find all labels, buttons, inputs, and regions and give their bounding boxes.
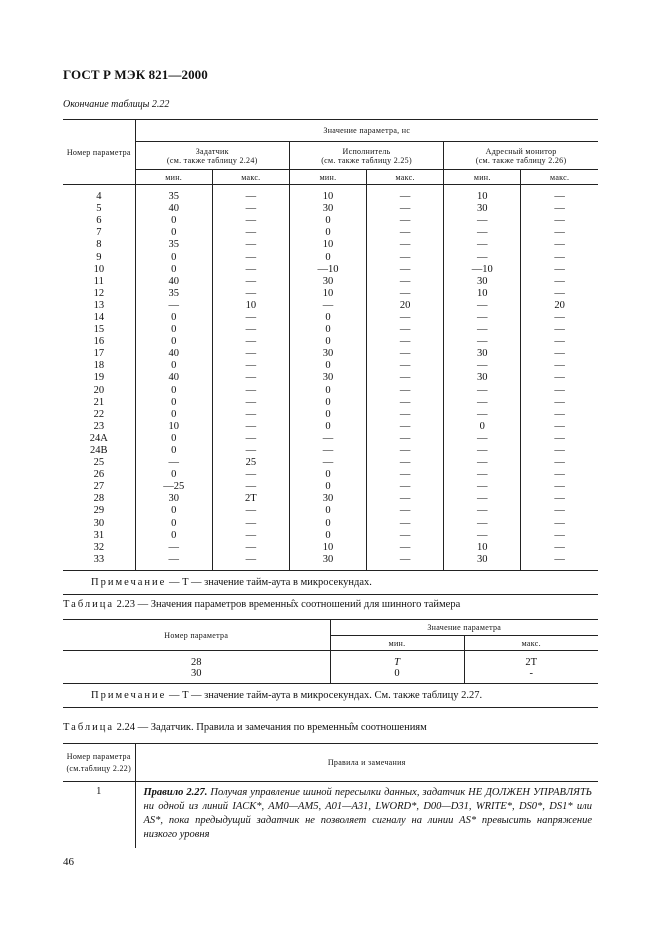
table-cell: 32 (63, 542, 135, 554)
table-cell: 10 (444, 185, 521, 204)
table-cell: 11 (63, 276, 135, 288)
column-header-rules: Правила и замечания (135, 744, 598, 782)
table-cell: 10 (289, 288, 366, 300)
table-cell: — (367, 203, 444, 215)
table-cell: — (367, 518, 444, 530)
table-cell: 0 (289, 505, 366, 517)
table-cell: 10 (135, 421, 212, 433)
table-cell: 0 (289, 530, 366, 542)
table-cell: 20 (367, 300, 444, 312)
table-cell: 15 (63, 324, 135, 336)
table-cell: 22 (63, 409, 135, 421)
table-row (63, 300, 598, 312)
table-cell: — (444, 457, 521, 469)
table-row (63, 421, 598, 433)
table-cell: — (289, 433, 366, 445)
table-cell: — (367, 481, 444, 493)
table-row (63, 505, 598, 517)
table-cell: 12 (63, 288, 135, 300)
table-cell: — (554, 360, 565, 372)
table-cell: 0 (289, 518, 366, 530)
table-cell: — (212, 276, 289, 288)
table-cell: — (554, 469, 565, 481)
table-cell: 10 (63, 264, 135, 276)
table-cell: 10 (289, 542, 366, 554)
table-cell: 0 (135, 360, 212, 372)
table-cell: — (554, 336, 565, 348)
table-cell: 0 (135, 505, 212, 517)
table-cell: — (554, 529, 565, 541)
table-cell: 1 (63, 782, 135, 849)
table-cell: — (554, 505, 565, 517)
table-cell: 4 (63, 185, 135, 204)
table-cell: 0 (330, 668, 464, 684)
table-cell: 24A (63, 433, 135, 445)
table-cell: — (289, 445, 366, 457)
table-cell: — (135, 300, 212, 312)
table-cell: 0 (135, 227, 212, 239)
max-header: макс. (521, 170, 598, 185)
table-cell: — (554, 275, 565, 287)
min-header: мин. (444, 170, 521, 185)
table-cell: — (212, 348, 289, 360)
table-cell: 28 (63, 651, 330, 668)
table-cell: 0 (289, 360, 366, 372)
table-cell: 0 (135, 518, 212, 530)
table-cell: 20 (554, 299, 565, 311)
table-cell: — (554, 432, 565, 444)
table-cell: — (367, 530, 444, 542)
max-header: макс. (367, 170, 444, 185)
group-slave: Исполнитель (см. также таблицу 2.25) (289, 142, 443, 170)
table-note: Примечание — T — значение тайм-аута в микросекундах. См. также таблицу 2.27. (63, 684, 598, 708)
table-cell: — (367, 288, 444, 300)
table-cell: 9 (63, 251, 135, 263)
table-cell: 30 (289, 348, 366, 360)
table-cell: — (212, 445, 289, 457)
table-cell: — (367, 542, 444, 554)
table-cell: 27 (63, 481, 135, 493)
table-cell: — (367, 554, 444, 571)
table-cell: - (529, 667, 533, 679)
table-cell: —10 (289, 264, 366, 276)
table-cell: — (554, 384, 565, 396)
table-row (63, 445, 598, 457)
table-cell: 10 (444, 288, 521, 300)
table-cell: 35 (135, 239, 212, 251)
table-cell: — (367, 372, 444, 384)
table-cell: — (212, 542, 289, 554)
table-caption: Окончание таблицы 2.22 (63, 99, 170, 110)
table-cell: — (212, 385, 289, 397)
table-row (63, 385, 598, 397)
table-cell: 10 (289, 239, 366, 251)
group-monitor: Адресный монитор (см. также таблицу 2.26) (444, 142, 598, 170)
table-cell: — (367, 185, 444, 204)
table-cell: — (212, 433, 289, 445)
table-cell: 30 (135, 493, 212, 505)
table-cell: — (444, 239, 521, 251)
table-cell: 0 (135, 312, 212, 324)
table-cell: 5 (63, 203, 135, 215)
table-cell: 0 (289, 409, 366, 421)
table-cell: 6 (63, 215, 135, 227)
table-cell: 0 (135, 469, 212, 481)
table-cell: — (212, 288, 289, 300)
table-row (63, 554, 598, 571)
table-cell: — (212, 554, 289, 571)
table-row (63, 409, 598, 421)
table-cell: — (367, 215, 444, 227)
table-row (63, 493, 598, 505)
table-cell: — (444, 397, 521, 409)
min-header: мин. (330, 636, 464, 651)
table-cell: 0 (135, 385, 212, 397)
table-cell: — (444, 300, 521, 312)
table-cell: — (212, 264, 289, 276)
table-cell: 2T (525, 656, 538, 668)
table-cell: 17 (63, 348, 135, 360)
table-cell: — (444, 324, 521, 336)
table-cell: 0 (135, 409, 212, 421)
table-cell: 25 (63, 457, 135, 469)
table-cell: 40 (135, 348, 212, 360)
table-cell: — (212, 239, 289, 251)
table-cell: — (554, 227, 565, 239)
table-cell: 0 (135, 445, 212, 457)
table-cell: — (554, 263, 565, 275)
table-cell: — (367, 336, 444, 348)
table-cell: 0 (289, 324, 366, 336)
table-cell: — (444, 505, 521, 517)
table-row (63, 481, 598, 493)
table-row (63, 530, 598, 542)
table-cell: — (554, 239, 565, 251)
table-cell: — (554, 215, 565, 227)
table-cell: — (444, 227, 521, 239)
table-cell: — (444, 469, 521, 481)
group-header: Значение параметра (330, 620, 598, 636)
table-cell: — (444, 336, 521, 348)
table-cell: 28 (63, 493, 135, 505)
table-cell: 33 (63, 554, 135, 571)
table-cell: 26 (63, 469, 135, 481)
table-cell: — (367, 457, 444, 469)
table-cell: 0 (289, 397, 366, 409)
table-cell: —25 (135, 481, 212, 493)
table-cell: — (367, 493, 444, 505)
table-row (63, 542, 598, 554)
rule-text: Правило 2.27. Получая управление шиной пересылки данных, задатчик НЕ ДОЛЖЕН УПРАВЛЯТЬ ни одной из линий IACK*, AM0—AM5, A01—A31, LWORD*, D00—D31, WRITE*, DS0*, DS1* или AS*, пока предыдущий задатчик не позволяет сигналу на линии AS* превысить напряжение низкого уровня (143, 787, 592, 840)
table-cell: 0 (135, 324, 212, 336)
table-cell: 30 (289, 203, 366, 215)
table-cell: 0 (289, 336, 366, 348)
table-cell: T (330, 651, 464, 668)
table-row (63, 324, 598, 336)
bus-timer-table (63, 619, 598, 708)
table-row (63, 251, 598, 263)
table-cell: 14 (63, 312, 135, 324)
table-cell: — (554, 457, 565, 469)
table-cell: 0 (289, 421, 366, 433)
table-row (63, 518, 598, 530)
table-cell: — (367, 360, 444, 372)
table-cell: 0 (135, 530, 212, 542)
max-header: макс. (464, 636, 598, 651)
table-cell: — (367, 505, 444, 517)
table-cell: 30 (289, 276, 366, 288)
table-cell: 40 (135, 276, 212, 288)
table-cell: 35 (135, 185, 212, 204)
table-cell: — (367, 397, 444, 409)
min-header: мин. (135, 170, 212, 185)
column-header-param: Номер параметра (см.таблицу 2.22) (63, 744, 135, 782)
table-cell: — (212, 360, 289, 372)
table-cell: — (554, 517, 565, 529)
column-header-param: Номер параметра (63, 620, 330, 651)
table-row (63, 372, 598, 384)
table-cell: — (554, 324, 565, 336)
table-cell: — (212, 251, 289, 263)
table-cell: 24B (63, 445, 135, 457)
table-cell: — (367, 421, 444, 433)
table-cell: — (212, 518, 289, 530)
table-cell: 30 (289, 493, 366, 505)
table-cell: 19 (63, 372, 135, 384)
group-master: Задатчик (см. также таблицу 2.24) (135, 142, 289, 170)
table-cell: 16 (63, 336, 135, 348)
table-cell: 0 (135, 215, 212, 227)
table-row (63, 348, 598, 360)
document-header: ГОСТ Р МЭК 821—2000 (63, 67, 208, 82)
max-header: макс. (212, 170, 289, 185)
table-row (63, 457, 598, 469)
table-row (63, 360, 598, 372)
table-cell: 30 (63, 668, 330, 684)
table-cell: — (212, 397, 289, 409)
table-cell: 10 (444, 542, 521, 554)
table-row (63, 227, 598, 239)
table-cell: 0 (135, 264, 212, 276)
table-cell: — (444, 312, 521, 324)
table-cell: — (212, 312, 289, 324)
table-cell: 0 (135, 336, 212, 348)
table-cell: — (212, 505, 289, 517)
table-cell: 2T (212, 493, 289, 505)
table-row (63, 433, 598, 445)
table-cell: — (554, 481, 565, 493)
table-cell: — (367, 324, 444, 336)
table-cell: 10 (289, 185, 366, 204)
table-cell: 0 (289, 481, 366, 493)
table-cell: — (212, 409, 289, 421)
table-row (63, 185, 598, 204)
table-cell: — (212, 421, 289, 433)
table-cell: 0 (289, 227, 366, 239)
table-row (63, 469, 598, 481)
table-note: Примечание — T — значение тайм-аута в микросекундах. (63, 570, 598, 594)
table-cell: — (554, 408, 565, 420)
table-cell: — (367, 264, 444, 276)
table-cell: — (444, 445, 521, 457)
table-cell: — (212, 372, 289, 384)
table-cell: — (554, 372, 565, 384)
table-cell: 30 (289, 554, 366, 571)
table-cell: — (289, 457, 366, 469)
table-cell: — (554, 348, 565, 360)
table-cell: 0 (135, 251, 212, 263)
table-cell: 40 (135, 372, 212, 384)
table-cell: 21 (63, 397, 135, 409)
min-header: мин. (289, 170, 366, 185)
table-row (63, 276, 598, 288)
table-cell: — (212, 203, 289, 215)
table-cell: — (444, 385, 521, 397)
table-cell: — (212, 481, 289, 493)
table-cell: 0 (289, 312, 366, 324)
column-header-param: Номер параметра (63, 120, 135, 185)
table-cell: — (444, 481, 521, 493)
table-cell: — (554, 203, 565, 215)
table-cell: — (367, 433, 444, 445)
table-cell: — (554, 553, 565, 565)
table-cell: 0 (135, 397, 212, 409)
table-cell: — (367, 445, 444, 457)
table-cell: 30 (444, 554, 521, 571)
table-row (63, 215, 598, 227)
table-cell: 35 (135, 288, 212, 300)
table-cell: 30 (289, 372, 366, 384)
table-cell: 10 (212, 300, 289, 312)
table-caption: Таблица 2.23 — Значения параметров временны̂х соотношений для шинного таймера (63, 599, 461, 610)
table-cell: — (289, 300, 366, 312)
table-cell: — (444, 530, 521, 542)
table-cell: — (212, 324, 289, 336)
table-row (63, 288, 598, 300)
table-cell: 30 (444, 348, 521, 360)
table-cell: — (367, 348, 444, 360)
table-cell: — (212, 530, 289, 542)
table-row (63, 264, 598, 276)
table-cell: — (367, 276, 444, 288)
table-cell: — (212, 469, 289, 481)
table-cell: — (444, 433, 521, 445)
page-number: 46 (63, 856, 74, 868)
table-cell: — (444, 493, 521, 505)
table-cell: 0 (289, 469, 366, 481)
table-cell: — (367, 239, 444, 251)
table-cell: — (135, 554, 212, 571)
table-cell: — (554, 251, 565, 263)
rules-table (63, 743, 598, 848)
table-cell: 40 (135, 203, 212, 215)
table-cell: — (444, 518, 521, 530)
table-row (63, 397, 598, 409)
table-cell: — (367, 227, 444, 239)
table-cell: 30 (444, 276, 521, 288)
table-cell: — (554, 311, 565, 323)
table-cell: — (554, 420, 565, 432)
table-cell: — (367, 312, 444, 324)
table-cell: —10 (444, 264, 521, 276)
table-cell: — (367, 469, 444, 481)
table-cell: 18 (63, 360, 135, 372)
table-cell: 0 (289, 215, 366, 227)
table-cell: — (554, 541, 565, 553)
table-cell: 23 (63, 421, 135, 433)
table-cell: 30 (63, 518, 135, 530)
group-header: Значение параметра, нс (135, 120, 598, 142)
table-cell: — (212, 215, 289, 227)
parameter-values-table (63, 119, 598, 595)
table-cell: — (444, 215, 521, 227)
table-cell: — (367, 385, 444, 397)
table-cell: 20 (63, 385, 135, 397)
table-caption: Таблица 2.24 — Задатчик. Правила и замечания по временны̂м соотношениям (63, 722, 427, 733)
table-cell: — (212, 227, 289, 239)
table-cell: — (444, 360, 521, 372)
table-cell: 30 (444, 203, 521, 215)
table-cell: — (135, 542, 212, 554)
table-cell: 0 (289, 251, 366, 263)
table-cell: — (444, 409, 521, 421)
table-cell: 25 (212, 457, 289, 469)
table-cell: 8 (63, 239, 135, 251)
table-row (63, 203, 598, 215)
table-cell: — (367, 409, 444, 421)
table-cell: — (554, 396, 565, 408)
table-cell: — (212, 336, 289, 348)
table-cell: — (444, 251, 521, 263)
table-cell: 13 (63, 300, 135, 312)
table-cell: 0 (135, 433, 212, 445)
table-cell: 0 (444, 421, 521, 433)
table-cell: — (554, 287, 565, 299)
table-cell: 31 (63, 530, 135, 542)
table-cell: 30 (444, 372, 521, 384)
table-cell: 7 (63, 227, 135, 239)
table-row (63, 312, 598, 324)
table-cell: — (212, 185, 289, 204)
table-cell: 0 (289, 385, 366, 397)
table-row (63, 336, 598, 348)
table-cell: — (554, 191, 565, 203)
table-cell: — (135, 457, 212, 469)
table-row (63, 239, 598, 251)
table-cell: — (554, 445, 565, 457)
table-cell: — (554, 493, 565, 505)
table-cell: — (367, 251, 444, 263)
table-cell: 29 (63, 505, 135, 517)
